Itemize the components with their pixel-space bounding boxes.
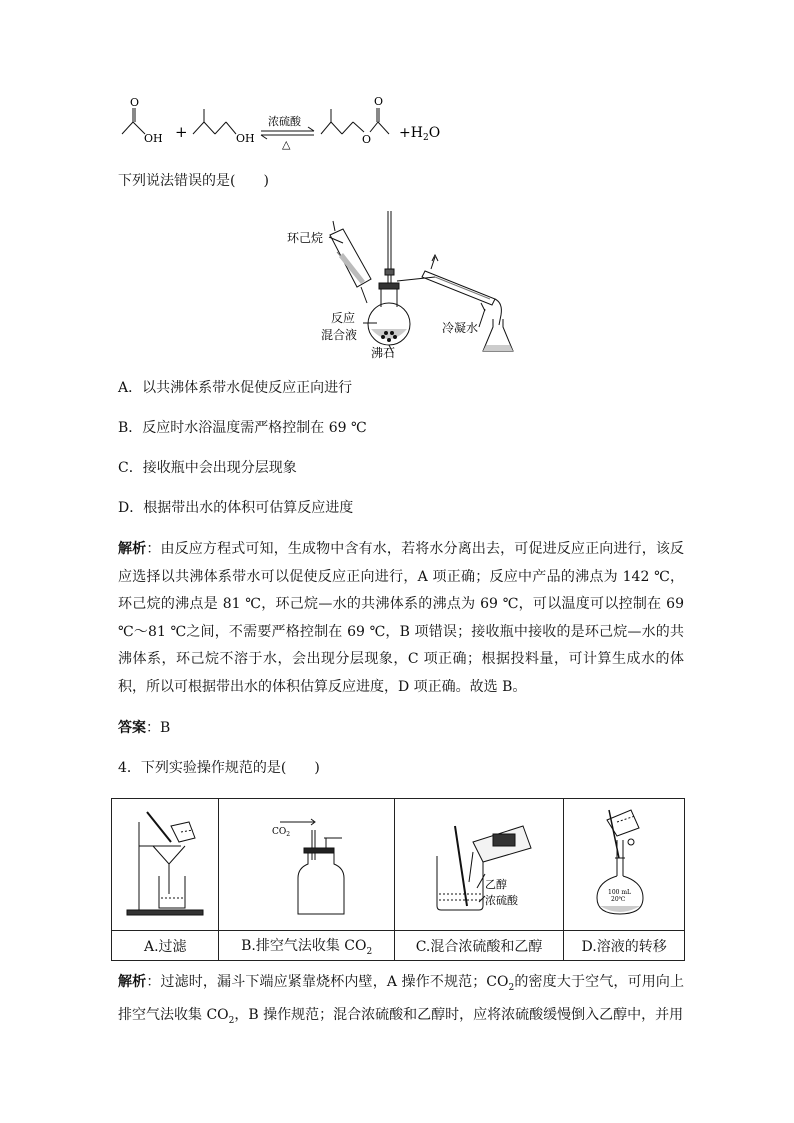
caption-a: A.过滤 bbox=[112, 931, 219, 961]
flask-volume-label: 100 mL bbox=[608, 888, 632, 896]
co2-label: $CO_2$ bbox=[271, 826, 290, 838]
label-boiling-stone: 沸石 bbox=[371, 346, 396, 360]
q4-analysis: 解析：过滤时，漏斗下端应紧靠烧杯内壁，A 操作不规范；$CO_2$的密度大于空气，可用向上排空气法收集 $CO_2$，B 操作规范；混合浓硫酸和乙醇时，应将浓硫酸缓慢倒入乙醇中，并用 bbox=[118, 974, 685, 1027]
q3-analysis bbox=[118, 536, 684, 701]
plus-h2o: $+H_2O$ bbox=[399, 125, 441, 143]
figure-d-cell bbox=[564, 799, 685, 931]
label-mixture: 混合液 bbox=[321, 328, 358, 342]
distillation-apparatus-figure bbox=[285, 207, 515, 362]
option-d: D．根据带出水的体积可估算反应进度 bbox=[118, 500, 354, 516]
option-a: A．以共沸体系带水促使反应正向进行 bbox=[118, 380, 353, 396]
flask-temp-label: 20℃ bbox=[611, 895, 626, 903]
isoamyl-alcohol-structure bbox=[193, 109, 236, 134]
answer-text: ：B bbox=[146, 720, 171, 736]
caption-c: C.混合浓硫酸和乙醇 bbox=[394, 931, 563, 961]
figure-a-cell bbox=[112, 799, 219, 931]
acetic-oh-label: OH bbox=[144, 132, 163, 145]
figure-c-cell bbox=[394, 799, 563, 931]
analysis-label: 解析 bbox=[118, 541, 147, 557]
conc-acid-label: 浓硫酸 bbox=[485, 893, 519, 907]
label-reaction: 反应 bbox=[331, 311, 356, 325]
filtration-figure bbox=[125, 802, 205, 924]
caption-d: D.溶液的转移 bbox=[564, 931, 685, 961]
figure-b-cell bbox=[219, 799, 394, 931]
option-b: B．反应时水浴温度需严格控制在 69 ℃ bbox=[118, 420, 367, 436]
isoamyl-acetate-structure bbox=[321, 108, 389, 134]
gas-collection-figure bbox=[262, 802, 352, 924]
analysis-text: ：由反应方程式可知，生成物中含有水，若将水分离出去，可促进反应正向进行，该反应选择以共沸体系带水可以促使反应正向进行，A 项正确；反应中产品的沸点为 142 ℃，环己烷的沸点是 81 ℃，环己烷—水的共沸体系的沸点为 69 ℃，可以温度可以控制在 69 ℃～81 ℃之间，不需要严格控制在 69 ℃，B 项错误；接收瓶中接收的是环己烷—水的共沸体系，环己烷不溶于水，会出现分层现象，C 项正确；根据投料量，可计算生成水的体积，所以可根据带出水的体积估算反应进度，D 项正确。故选 B。 bbox=[118, 541, 685, 695]
ester-o-label: O bbox=[362, 133, 372, 146]
plus-sign-1: + bbox=[175, 123, 188, 141]
operations-table bbox=[111, 798, 685, 961]
label-cooling-water: 冷凝水 bbox=[442, 321, 479, 335]
condition-bottom: △ bbox=[282, 138, 291, 151]
reaction-equation bbox=[118, 92, 458, 152]
caption-b: B.排空气法收集 $CO_2$ bbox=[219, 931, 394, 961]
q3-stem: 下列说法错误的是( ) bbox=[118, 173, 269, 189]
q4-stem: 4．下列实验操作规范的是( ) bbox=[118, 760, 320, 776]
isoamyl-oh-label: OH bbox=[236, 132, 255, 145]
mixing-acid-figure bbox=[419, 802, 539, 924]
acetic-o-label: O bbox=[130, 96, 140, 109]
option-c: C．接收瓶中会出现分层现象 bbox=[118, 460, 297, 476]
ethanol-label: 乙醇 bbox=[485, 877, 508, 891]
solution-transfer-figure bbox=[579, 802, 669, 924]
condition-top: 浓硫酸 bbox=[268, 115, 301, 128]
q4-analysis-label: 解析 bbox=[118, 974, 147, 990]
answer-label: 答案 bbox=[118, 720, 146, 736]
ester-carbonyl-o-label: O bbox=[374, 95, 384, 108]
label-cyclohexane: 环己烷 bbox=[287, 231, 324, 245]
acetic-acid-structure bbox=[122, 108, 145, 134]
q3-answer bbox=[118, 718, 170, 738]
